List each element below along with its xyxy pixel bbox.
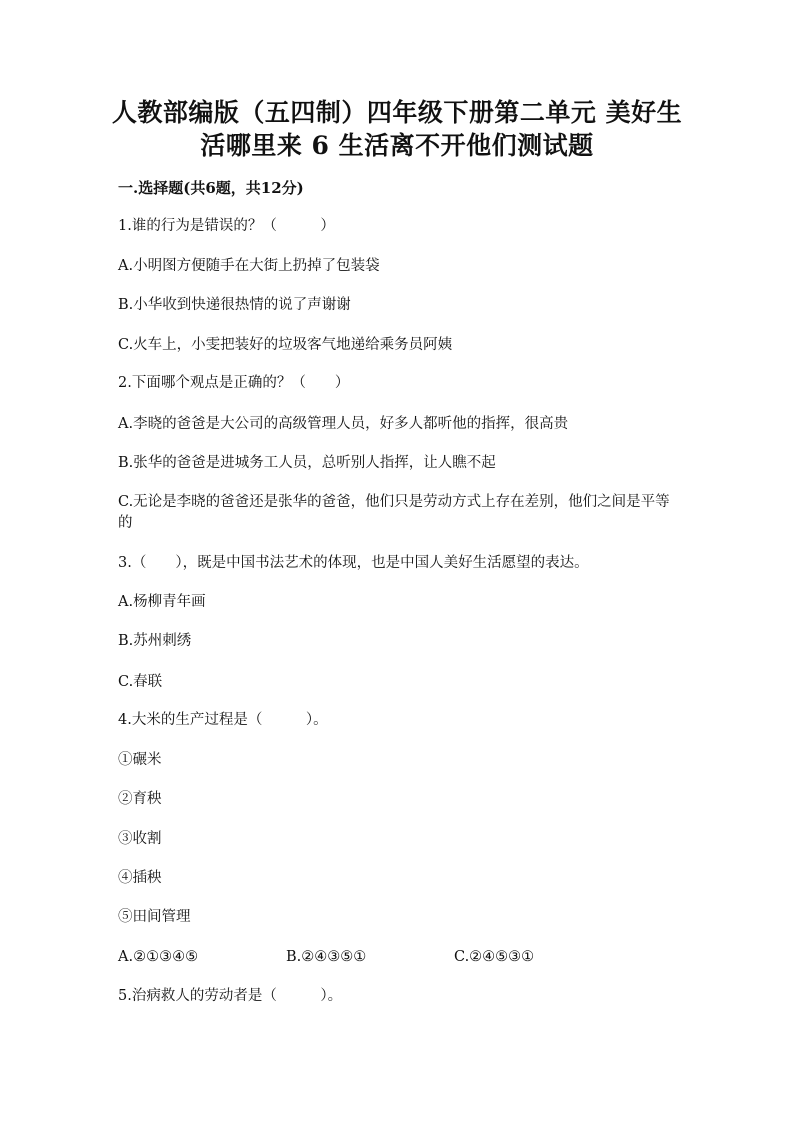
question-2-option-a: A.李晓的爸爸是大公司的高级管理人员，好多人都听他的指挥，很高贵	[118, 416, 569, 432]
document-title-line1: 人教部编版（五四制）四年级下册第二单元 美好生	[111, 98, 683, 127]
question-2-option-b: B.张华的爸爸是进城务工人员，总听别人指挥，让人瞧不起	[118, 455, 496, 471]
question-4-option-a: A.②①③④⑤	[118, 949, 199, 965]
section-heading: 一.选择题(共6题，共12分)	[118, 179, 304, 197]
question-3-option-a: A.杨柳青年画	[118, 594, 206, 610]
question-1-option-c: C.火车上，小雯把装好的垃圾客气地递给乘务员阿姨	[118, 337, 453, 353]
question-1-option-a: A.小明图方便随手在大街上扔掉了包装袋	[118, 258, 380, 274]
question-3-option-b: B.苏州刺绣	[118, 633, 192, 649]
question-1-stem: 1.谁的行为是错误的？（ ）	[118, 218, 335, 234]
document-title-line2: 活哪里来 6 生活离不开他们测试题	[200, 131, 594, 160]
question-2-option-c: C.无论是李晓的爸爸还是张华的爸爸，他们只是劳动方式上存在差别，他们之间是平等的	[118, 494, 670, 531]
question-4-step-4: ④插秧	[118, 870, 162, 886]
question-1-option-b: B.小华收到快递很热情的说了声谢谢	[118, 297, 351, 313]
question-3-stem: 3.（ ），既是中国书法艺术的体现，也是中国人美好生活愿望的表达。	[118, 555, 589, 571]
question-4-step-2: ②育秧	[118, 791, 162, 807]
question-4-step-5: ⑤田间管理	[118, 909, 191, 925]
question-4-option-c: C.②④⑤③①	[454, 949, 535, 965]
question-5-stem: 5.治病救人的劳动者是（ ）。	[118, 988, 343, 1004]
question-3-option-c: C.春联	[118, 674, 163, 690]
question-4-option-b: B.②④③⑤①	[286, 949, 367, 965]
question-2-stem: 2.下面哪个观点是正确的？（ ）	[118, 375, 350, 391]
question-4-step-1: ①碾米	[118, 752, 162, 768]
question-4-step-3: ③收割	[118, 831, 162, 847]
question-4-stem: 4.大米的生产过程是（ ）。	[118, 712, 328, 728]
